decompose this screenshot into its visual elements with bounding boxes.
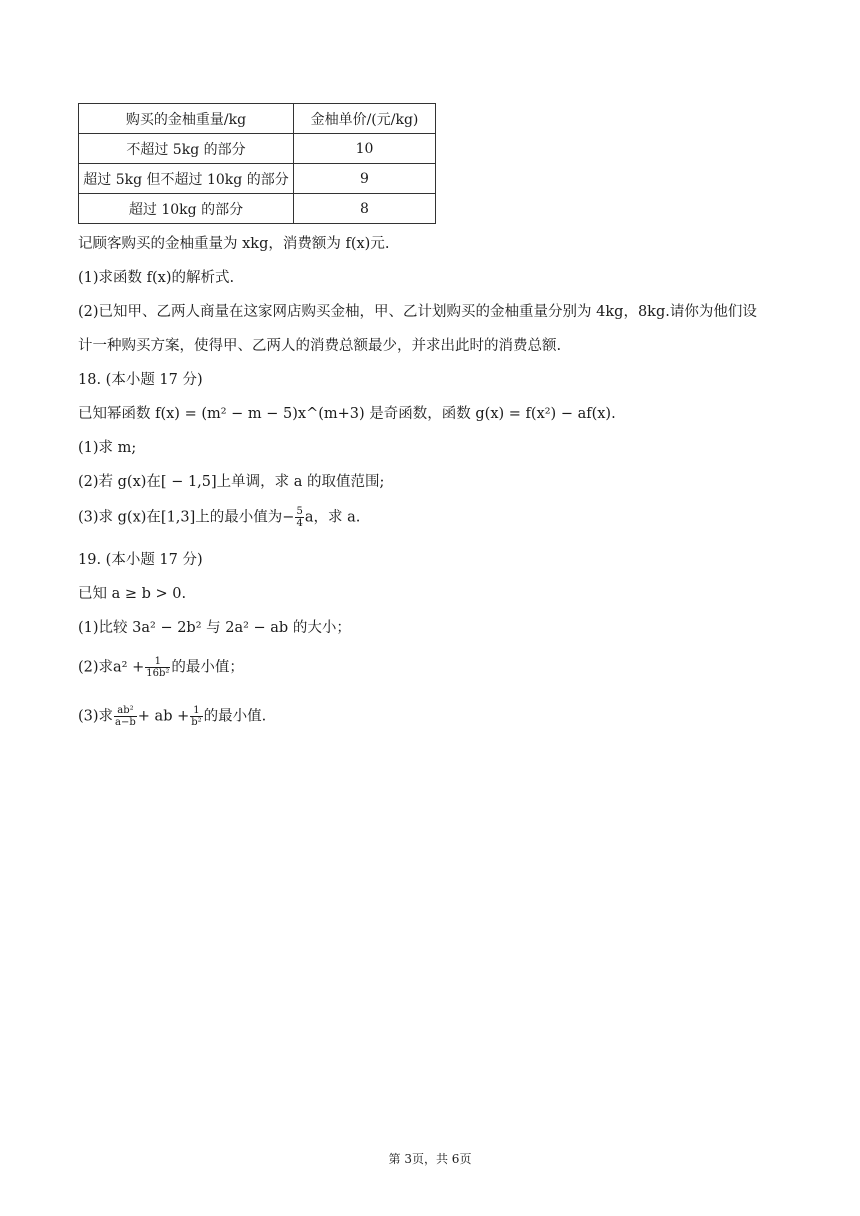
text-line: (1)求函数 f(x)的解析式. <box>78 270 235 286</box>
fraction-denominator: b² <box>191 717 202 728</box>
table-cell: 8 <box>294 194 436 224</box>
fraction-denominator: a−b <box>115 717 136 728</box>
fraction-numerator: 5 <box>296 506 303 517</box>
fraction-denominator: 16b² <box>146 668 170 679</box>
fraction-numerator: 1 <box>145 656 170 668</box>
question-18-part-1: (1)求 m; <box>78 440 137 456</box>
table-header-row <box>79 104 436 134</box>
price-table <box>78 103 436 224</box>
fraction-numerator: ab² <box>114 705 137 717</box>
table-row <box>79 194 436 224</box>
text-span: (2)求a² + <box>78 659 145 676</box>
question-18-part-2: (2)若 g(x)在[ − 1,5]上单调，求 a 的取值范围; <box>78 474 385 490</box>
text-span: a，求 a. <box>304 509 361 526</box>
table-row <box>79 134 436 164</box>
table-cell: 超过 5kg 但不超过 10kg 的部分 <box>79 164 294 194</box>
table-header-weight: 购买的金柚重量/kg <box>79 104 294 134</box>
page-footer: 第 3页，共 6页 <box>388 1152 472 1166</box>
question-19-part-3 <box>78 705 266 728</box>
text-span: (3)求 g(x)在[1,3]上的最小值为− <box>78 509 295 526</box>
text-line: 计一种购买方案，使得甲、乙两人的消费总额最少，并求出此时的消费总额. <box>78 338 562 354</box>
question-18-title: 18. (本小题 17 分) <box>78 372 203 388</box>
question-19-part-2 <box>78 656 244 679</box>
fraction <box>145 656 170 679</box>
text-line: 记顾客购买的金柚重量为 xkg，消费额为 f(x)元. <box>78 236 390 252</box>
table-cell: 超过 10kg 的部分 <box>79 194 294 224</box>
text-span: 的最小值； <box>171 659 244 676</box>
fraction <box>190 705 202 728</box>
fraction-denominator: 4 <box>296 518 303 529</box>
question-18-part-3 <box>78 506 360 529</box>
text-span: (3)求 <box>78 708 114 725</box>
fraction <box>114 705 137 728</box>
fraction-numerator: 1 <box>190 705 202 717</box>
question-19-part-1: (1)比较 3a² − 2b² 与 2a² − ab 的大小； <box>78 620 351 636</box>
table-cell: 9 <box>294 164 436 194</box>
table-header-price: 金柚单价/(元/kg) <box>294 104 436 134</box>
table-cell: 不超过 5kg 的部分 <box>79 134 294 164</box>
text-line: (2)已知甲、乙两人商量在这家网店购买金柚，甲、乙计划购买的金柚重量分别为 4kg，8kg.请你为他们设 <box>78 304 757 320</box>
fraction <box>295 506 303 529</box>
question-18-stem: 已知幂函数 f(x) = (m² − m − 5)x^(m+3) 是奇函数，函数 g(x) = f(x²) − af(x). <box>78 406 616 422</box>
text-span: + ab + <box>137 708 190 725</box>
question-19-stem: 已知 a ≥ b > 0. <box>78 586 187 602</box>
text-span: 的最小值. <box>203 708 267 725</box>
table-cell: 10 <box>294 134 436 164</box>
question-19-title: 19. (本小题 17 分) <box>78 552 203 568</box>
table-row <box>79 164 436 194</box>
